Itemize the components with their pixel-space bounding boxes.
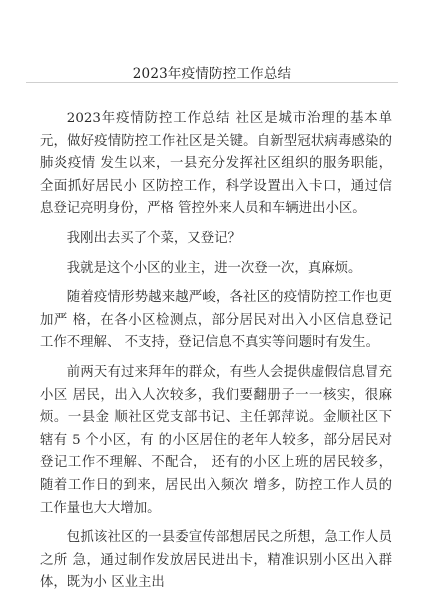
paragraph: 前两天有过来拜年的群众，有些人会提供虚假信息冒充小区 居民，出入人次较多，我们要翻册子一一核实，很麻烦。一县金 顺社区党支部书记、主任郭萍说。金顺社区下辖有 5 个小区，有 的小区居住的老年人较多，部分居民对登记工作不理解、不配合， 还有的小区上班的居民较多，随着工作日的到来，居民出入频次 增多，防控工作人员的工作量也大大增加。	[40, 364, 392, 516]
document-body	[40, 108, 392, 602]
paragraph: 包抓该社区的一县委宣传部想居民之所想，急工作人员之所 急，通过制作发放居民进出卡，精准识别小区出入群体，既为小 区业主出	[40, 530, 392, 591]
document-title: 2023年疫情防控工作总结	[132, 66, 292, 82]
paragraph: 我就是这个小区的业主，进一次登一次，真麻烦。	[66, 260, 362, 276]
paragraph: 2023年疫情防控工作总结 社区是城市治理的基本单元，做好疫情防控工作社区是关键。自新型冠状病毒感染的肺炎疫情 发生以来，一县充分发挥社区组织的服务职能，全面抓好居民小 区防控工作，科学设置出入卡口，通过信息登记亮明身份，严格 管控外来人员和车辆进出小区。	[40, 111, 392, 217]
paragraph: 我刚出去买了个菜，又登记？	[66, 230, 241, 246]
paragraph: 随着疫情形势越来越严峻，各社区的疫情防控工作也更加严 格，在各小区检测点，部分居民对出入小区信息登记工作不理解、 不支持，登记信息不真实等问题时有发生。	[40, 290, 392, 351]
title-divider	[26, 82, 398, 83]
